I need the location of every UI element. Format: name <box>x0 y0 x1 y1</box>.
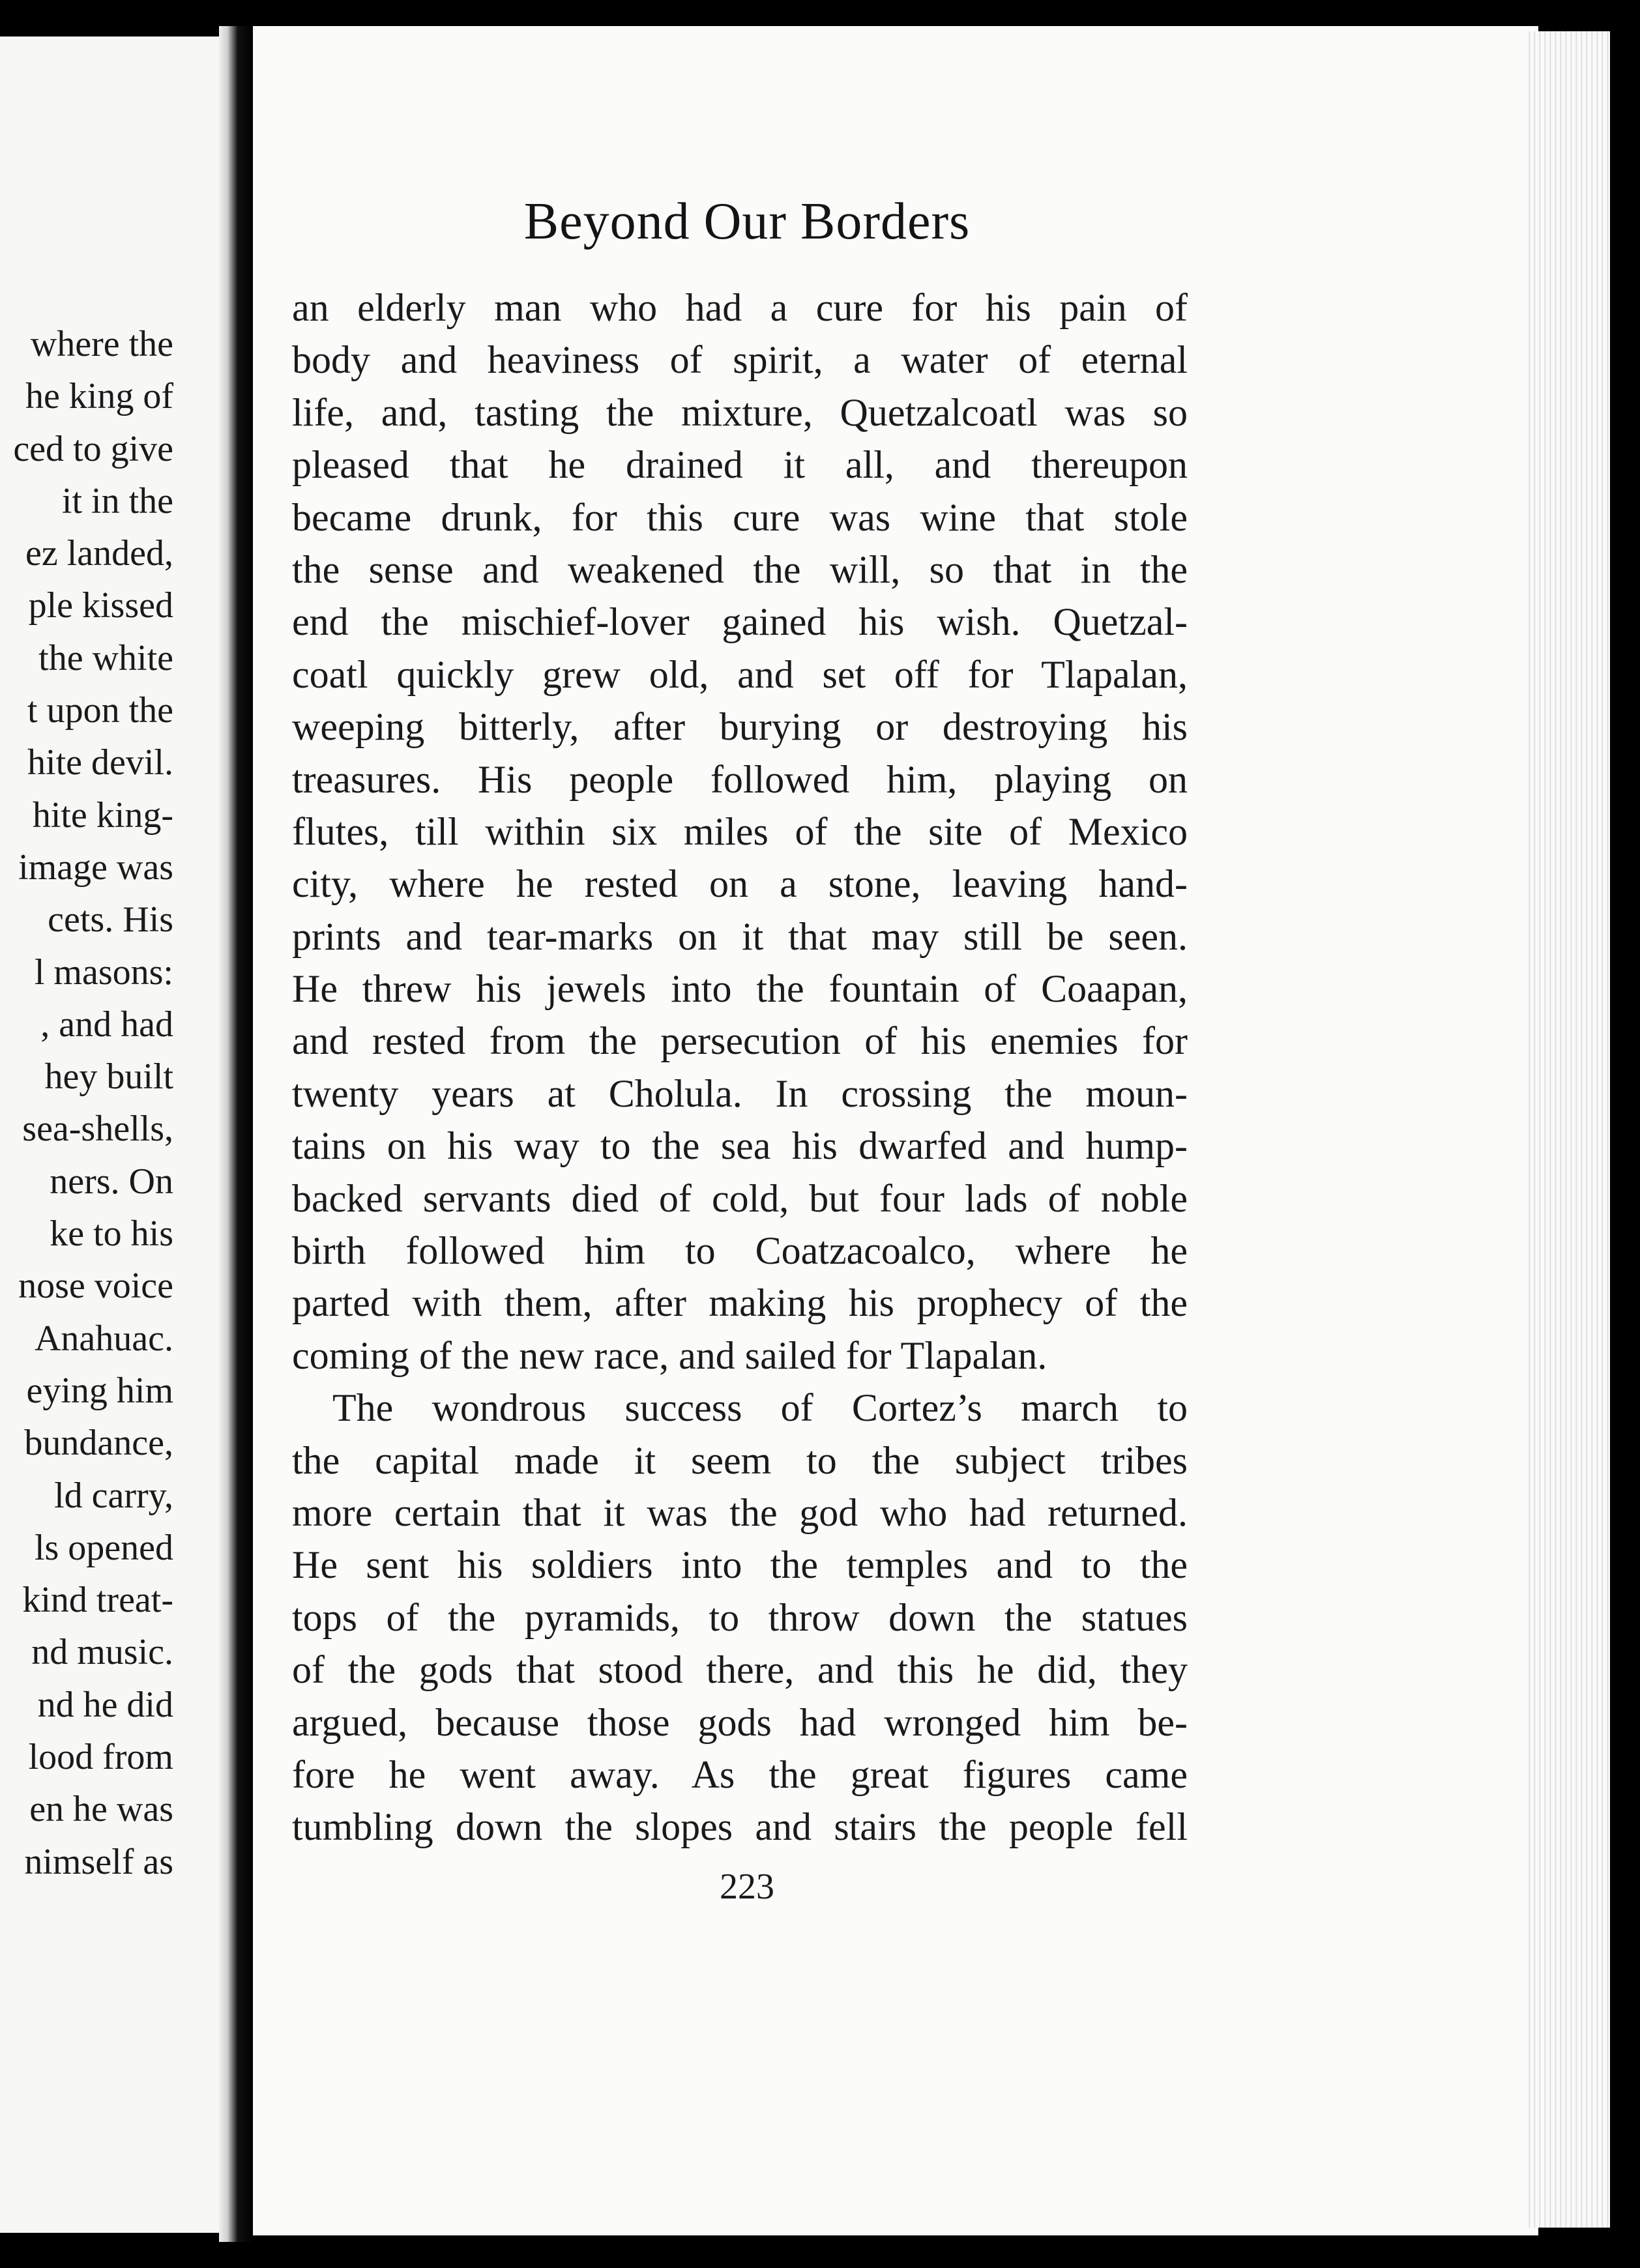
left-text-line: kind treat- <box>22 1580 173 1621</box>
text-line: He sent his soldiers into the temples and to the <box>292 1543 1188 1587</box>
text-line: city, where he rested on a stone, leaving hand- <box>292 862 1188 906</box>
left-text-line: ners. On <box>50 1161 173 1202</box>
left-text-line: bundance, <box>24 1423 173 1464</box>
text-line: end the mischief-lover gained his wish. Quetzal- <box>292 600 1188 644</box>
text-line: weeping bitterly, after burying or destroying his <box>292 705 1188 749</box>
left-text-line: Anahuac. <box>34 1318 173 1359</box>
left-text-line: t upon the <box>27 690 173 731</box>
left-text-line: ez landed, <box>25 533 173 574</box>
text-line: coatl quickly grew old, and set off for Tlapalan, <box>292 652 1188 696</box>
left-text-line: nimself as <box>24 1841 173 1882</box>
running-head: Beyond Our Borders <box>523 193 971 250</box>
text-line: coming of the new race, and sailed for Tlapalan. <box>292 1333 1047 1377</box>
text-line: body and heaviness of spirit, a water of eternal <box>292 338 1188 382</box>
text-line: treasures. His people followed him, playing on <box>292 757 1188 801</box>
text-line: He threw his jewels into the fountain of Coaapan, <box>292 967 1188 1011</box>
left-text-line: ced to give <box>13 428 173 469</box>
left-text-line: , and had <box>40 1004 173 1045</box>
left-text-line: where the <box>30 324 173 364</box>
text-line: prints and tear-marks on it that may still be seen. <box>292 914 1188 958</box>
text-line: backed servants died of cold, but four lads of noble <box>292 1176 1188 1220</box>
left-text-line: hey built <box>44 1056 173 1098</box>
page-number: 223 <box>720 1867 774 1907</box>
left-text-line: ld carry, <box>54 1475 173 1516</box>
body-text <box>292 282 1188 1854</box>
left-text-line: cets. His <box>48 899 173 940</box>
text-line: fore he went away. As the great figures came <box>292 1752 1188 1796</box>
left-text-line: he king of <box>25 376 173 417</box>
text-line: birth followed him to Coatzacoalco, where he <box>292 1229 1188 1273</box>
left-text-line: the white <box>38 637 173 678</box>
text-line: flutes, till within six miles of the site of Mexico <box>292 809 1188 853</box>
left-text-line: image was <box>18 847 173 888</box>
text-line: tains on his way to the sea his dwarfed and hump- <box>292 1124 1188 1168</box>
left-text-line: it in the <box>61 480 173 521</box>
left-text-line: l masons: <box>34 952 173 993</box>
left-text-line: ple kissed <box>28 585 173 626</box>
left-text-line: nd music. <box>31 1632 173 1673</box>
book-gutter <box>219 26 253 2242</box>
text-line: parted with them, after making his prophecy of the <box>292 1281 1188 1325</box>
text-line: became drunk, for this cure was wine that stole <box>292 495 1188 539</box>
left-text-line: lood from <box>28 1737 173 1778</box>
left-page-text <box>0 318 173 1888</box>
text-line: pleased that he drained it all, and thereupon <box>292 443 1188 487</box>
text-line: tops of the pyramids, to throw down the statues <box>292 1595 1188 1639</box>
left-text-line: hite king- <box>32 794 173 836</box>
text-line: the capital made it seem to the subject tribes <box>292 1438 1188 1482</box>
left-text-line: ke to his <box>50 1214 173 1255</box>
left-text-line: sea-shells, <box>22 1109 173 1150</box>
left-text-line: hite devil. <box>27 742 173 783</box>
text-line: twenty years at Cholula. In crossing the moun- <box>292 1071 1188 1115</box>
scan-border-right <box>1610 20 1640 2235</box>
left-text-line: en he was <box>29 1789 173 1830</box>
left-text-line: nose voice <box>18 1266 173 1307</box>
text-line: tumbling down the slopes and stairs the people fell <box>292 1805 1188 1849</box>
text-line: The wondrous success of Cortez’s march to <box>332 1386 1188 1430</box>
text-line: the sense and weakened the will, so that in the <box>292 547 1188 591</box>
text-line: argued, because those gods had wronged him be- <box>292 1700 1188 1744</box>
left-page <box>0 36 219 2233</box>
left-text-line: eying him <box>26 1370 173 1411</box>
text-line: more certain that it was the god who had returned. <box>292 1490 1188 1534</box>
page-edges <box>1525 31 1610 2228</box>
text-line: and rested from the persecution of his enemies for <box>292 1019 1188 1063</box>
text-line: life, and, tasting the mixture, Quetzalcoatl was so <box>292 390 1188 434</box>
left-text-line: nd he did <box>37 1684 173 1725</box>
text-line: of the gods that stood there, and this he did, they <box>292 1648 1188 1692</box>
left-text-line: ls opened <box>34 1527 173 1568</box>
text-line: an elderly man who had a cure for his pain of <box>292 286 1188 329</box>
